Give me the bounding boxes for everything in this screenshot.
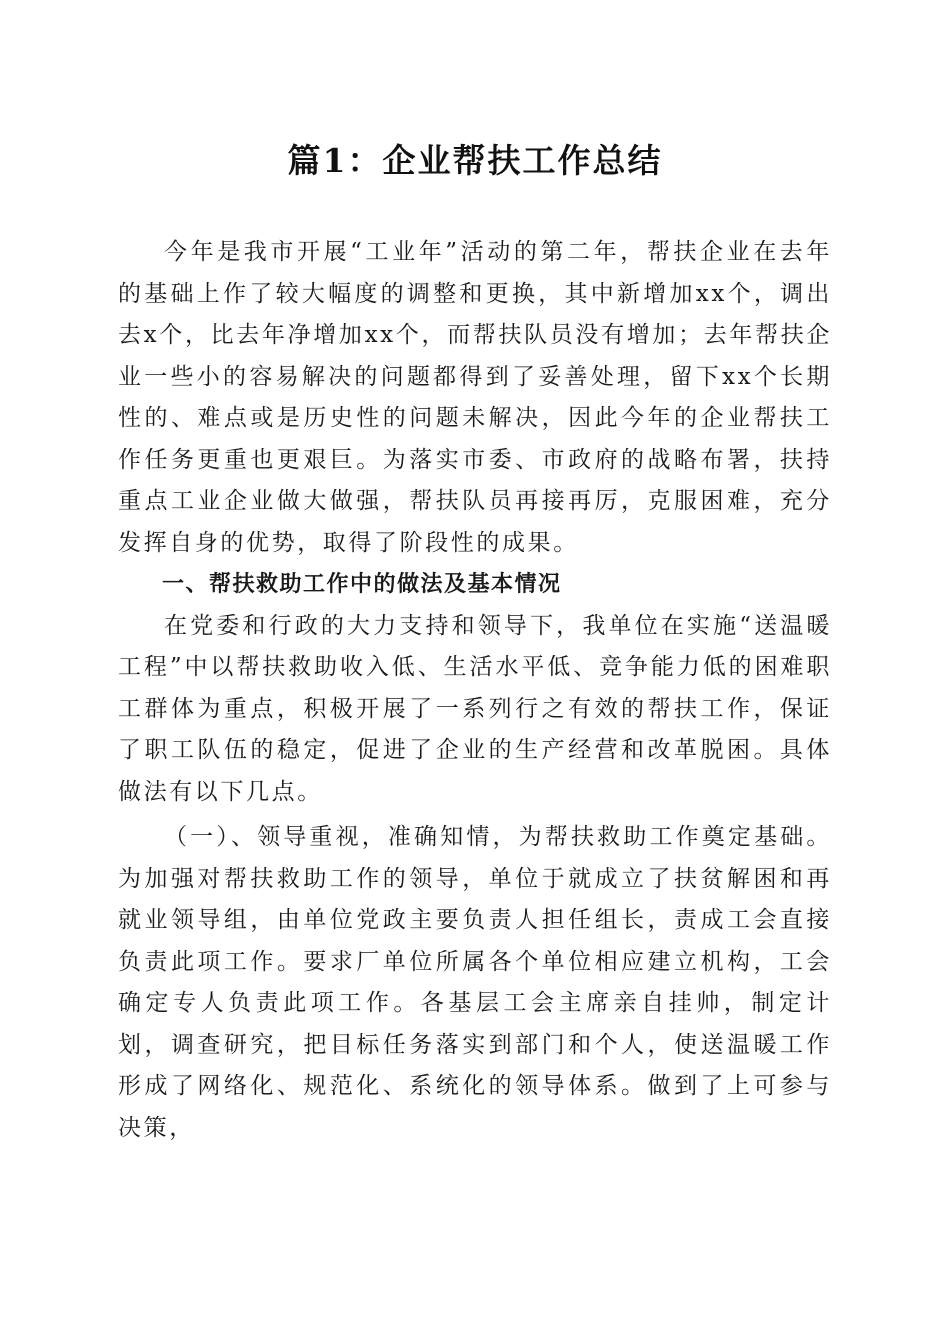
paragraph-subsection-1: （一）、领导重视，准确知情，为帮扶救助工作奠定基础。为加强对帮扶救助工作的领导，单位于就成立了扶贫解困和再就业领导组，由单位党政主要负责人担任组长，责成工会直接负责此项工作。要求厂单位所属各个单位相应建立机构，工会确定专人负责此项工作。各基层工会主席亲自挂帅，制定计划，调查研究，把目标任务落实到部门和个人，使送温暖工作形成了网络化、规范化、系统化的领导体系。做到了上可参与决策， — [118, 824, 832, 1141]
document-title: 篇1：企业帮扶工作总结 — [287, 141, 663, 180]
section-heading-1: 一、帮扶救助工作中的做法及基本情况 — [162, 572, 562, 597]
paragraph-section-1: 在党委和行政的大力支持和领导下，我单位在实施“送温暖工程”中以帮扶救助收入低、生活水平低、竞争能力低的困难职工群体为重点，积极开展了一系列行之有效的帮扶工作，保证了职工队伍的稳定，促进了企业的生产经营和改革脱困。具体做法有以下几点。 — [118, 612, 832, 805]
document-body — [118, 232, 832, 1149]
paragraph-intro: 今年是我市开展“工业年”活动的第二年，帮扶企业在去年的基础上作了较大幅度的调整和更换，其中新增加xx个，调出去x个，比去年净增加xx个，而帮扶队员没有增加；去年帮扶企业一些小的容易解决的问题都得到了妥善处理，留下xx个长期性的、难点或是历史性的问题未解决，因此今年的企业帮扶工作任务更重也更艰巨。为落实市委、市政府的战略布署，扶持重点工业企业做大做强，帮扶队员再接再厉，克服困难，充分发挥自身的优势，取得了阶段性的成果。 — [118, 239, 832, 556]
